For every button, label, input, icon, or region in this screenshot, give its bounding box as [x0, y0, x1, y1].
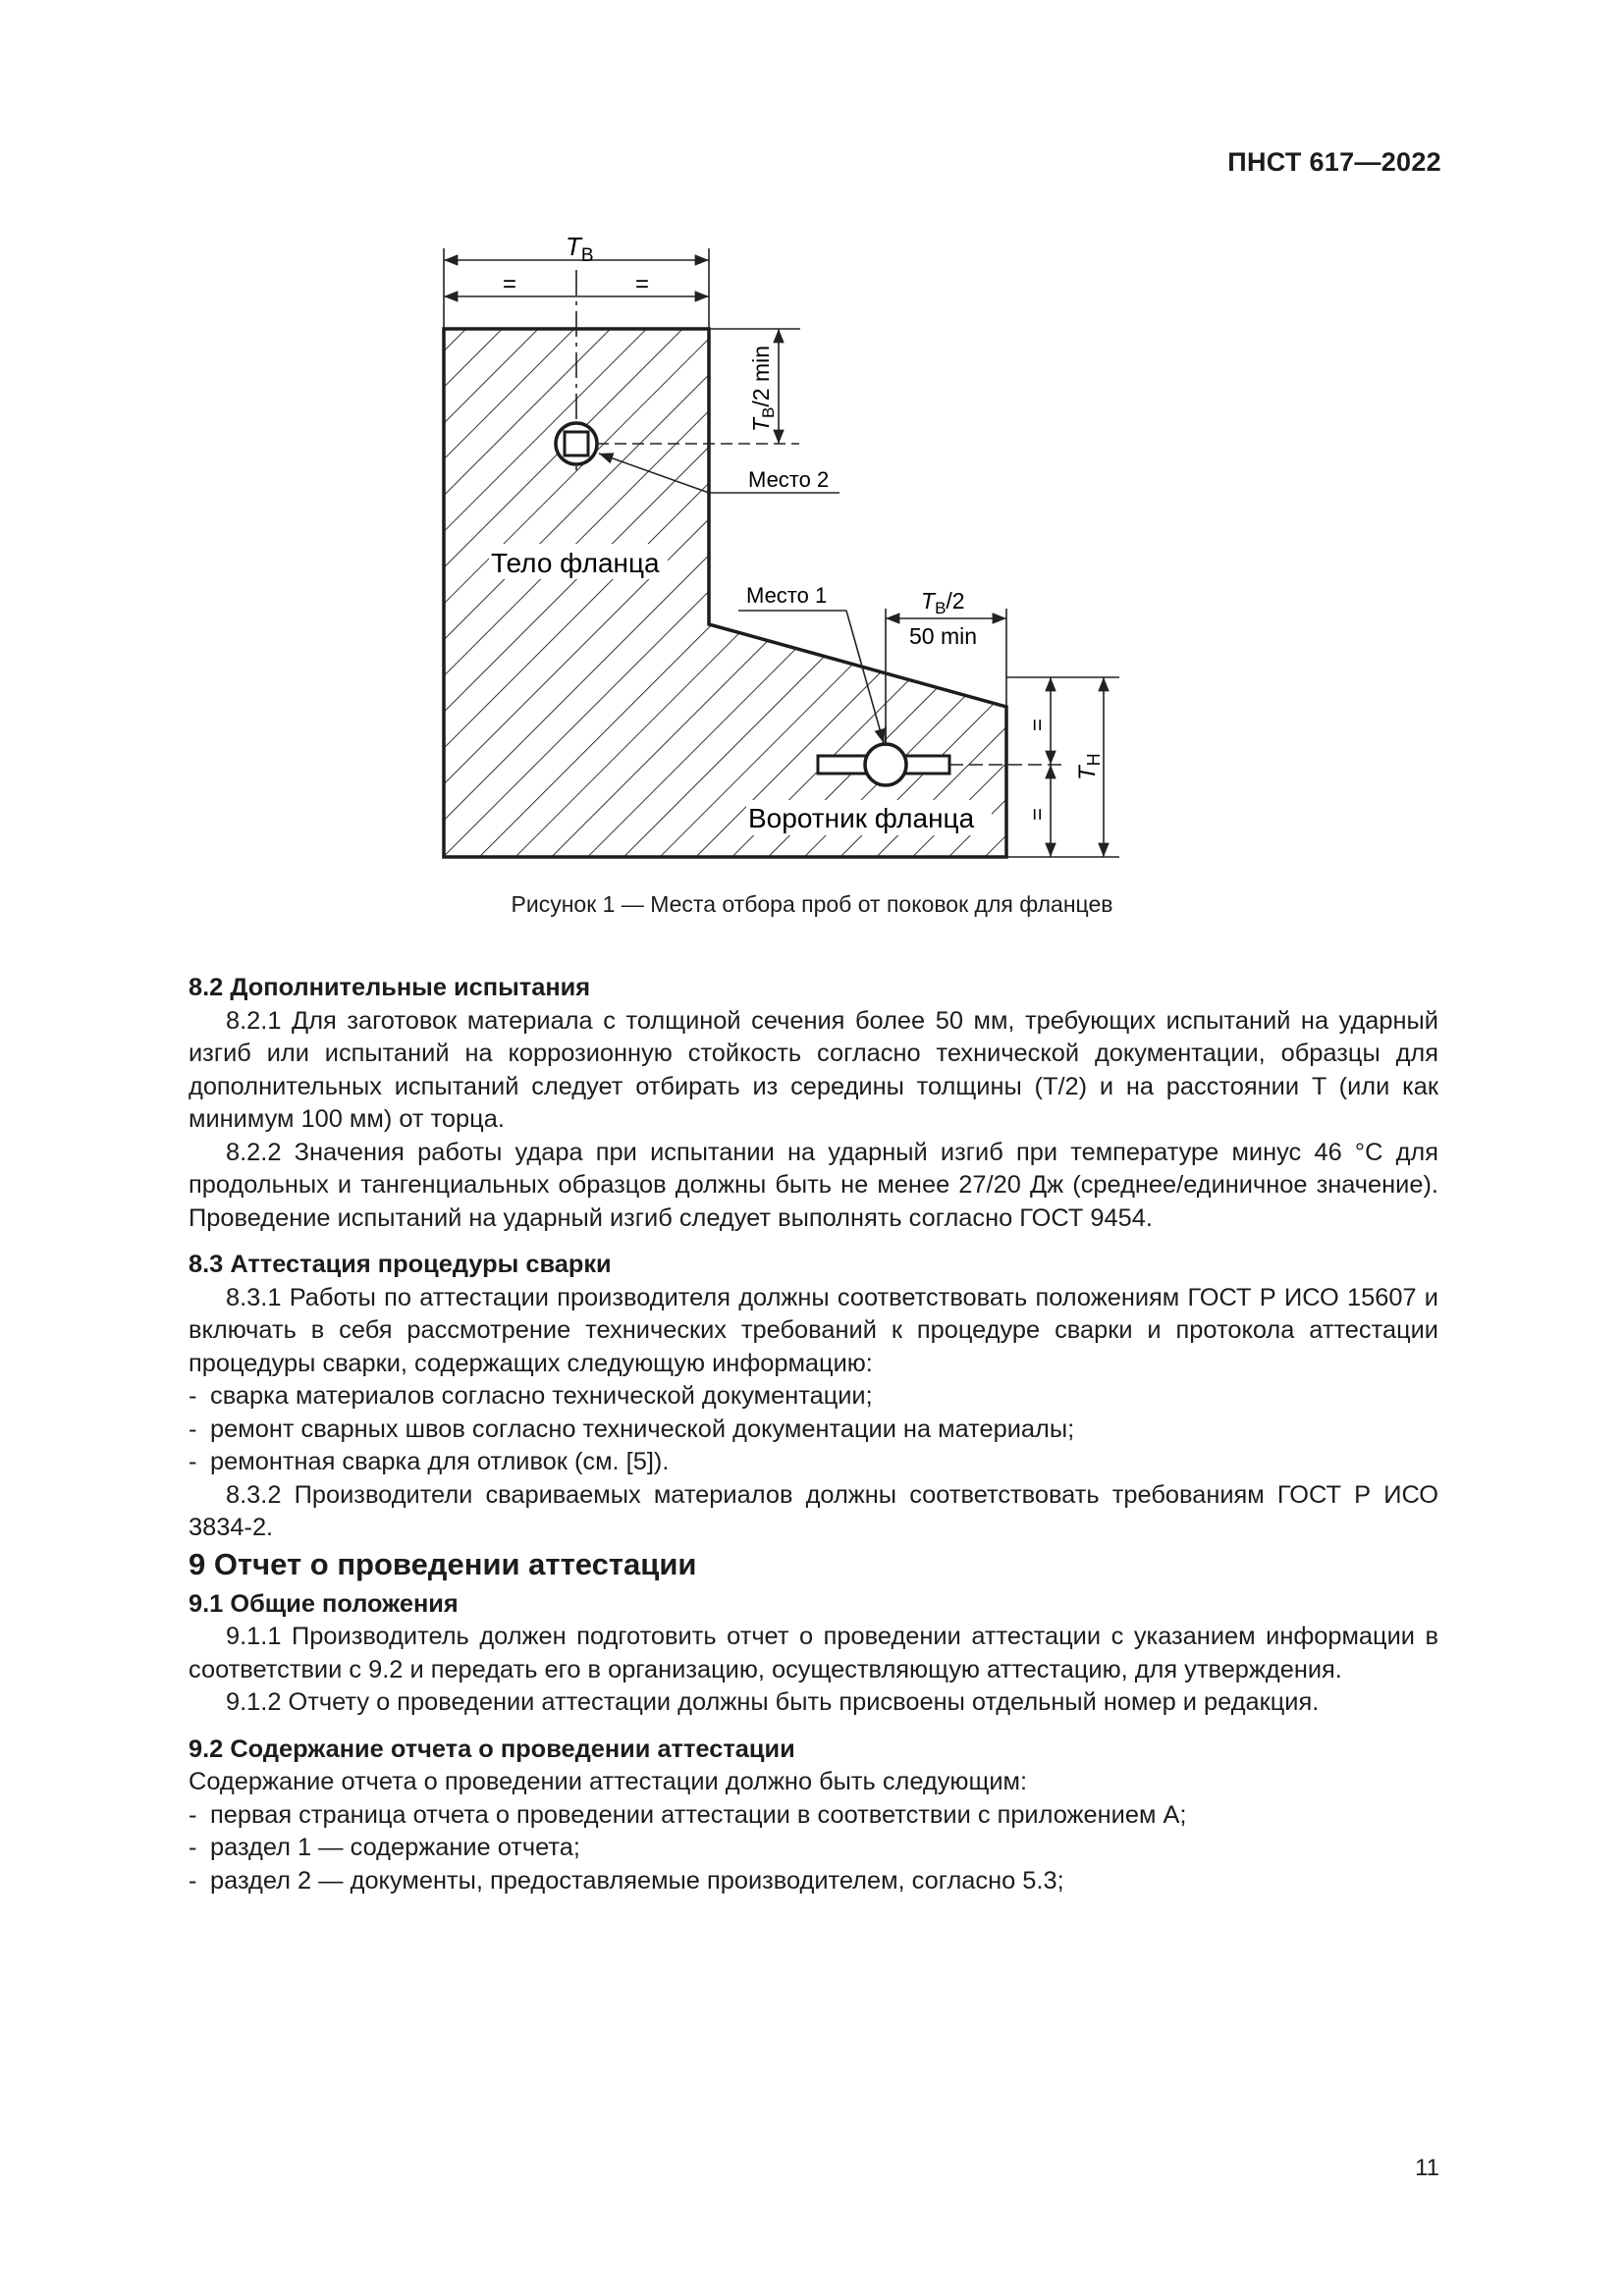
- document-code: ПНСТ 617—2022: [1227, 147, 1441, 177]
- list-item: - первая страница отчета о проведении аттестации в соответствии с приложением А;: [189, 1800, 1187, 1829]
- section-8-2-heading: 8.2 Дополнительные испытания: [189, 974, 591, 1001]
- list-item: - сварка материалов согласно технической документации;: [189, 1382, 873, 1410]
- flange-body-label: Тело фланца: [491, 548, 660, 578]
- tv-label: $T_В$: [566, 232, 594, 266]
- eq-lower-label: =: [1025, 808, 1050, 821]
- list-item: - ремонтная сварка для отливок (см. [5]).: [189, 1448, 670, 1475]
- place2-circle: [556, 423, 597, 464]
- paragraph-9-1-2: 9.1.2 Отчету о проведении аттестации должны быть присвоены отдельный номер и редакция.: [226, 1688, 1320, 1716]
- paragraph-9-2-intro: Содержание отчета о проведении аттестации должно быть следующим:: [189, 1768, 1028, 1795]
- flange-sampling-figure: [0, 0, 1624, 962]
- place1-circle: [865, 744, 906, 785]
- paragraph-8-2-1: 8.2.1 Для заготовок материала с толщиной сечения более 50 мм, требующих испытаний на ударный изгиб или испытаний на коррозионную стойкость согласно технической документации, образцы для дополнительных испытаний следует отбирать из середины толщины (T/2) и на расстоянии T (или как минимум 100 мм) от торца.: [189, 1006, 1438, 1133]
- eq-label-right: =: [635, 271, 650, 297]
- section-8-3-heading: 8.3 Аттестация процедуры сварки: [189, 1251, 612, 1278]
- tv-half-label: $T_В/2$: [921, 588, 965, 617]
- min50-label: 50 min: [909, 623, 978, 649]
- figure-caption: Рисунок 1 — Места отбора проб от поковок для фланцев: [511, 891, 1113, 917]
- document-body: [189, 972, 1438, 1897]
- section-9-2-heading: 9.2 Содержание отчета о проведении аттестации: [189, 1735, 795, 1763]
- paragraph-8-3-2: 8.3.2 Производители свариваемых материалов должны соответствовать требованиям ГОСТ Р ИСО 3834-2.: [189, 1480, 1438, 1541]
- paragraph-9-1-1: 9.1.1 Производитель должен подготовить отчет о проведении аттестации с указанием информации в соответствии с 9.2 и передать его в организацию, осуществляющую аттестацию, для утверждения.: [189, 1623, 1438, 1683]
- section-9-1-heading: 9.1 Общие положения: [189, 1589, 459, 1618]
- list-item: - ремонт сварных швов согласно технической документации на материалы;: [189, 1415, 1075, 1443]
- paragraph-8-3-1: 8.3.1 Работы по аттестации производителя должны соответствовать положениям ГОСТ Р ИСО 15607 и включать в себя рассмотрение технических требований к процедуре сварки и протокола аттестации процедуры сварки, содержащих следующую информацию:: [189, 1283, 1438, 1377]
- place1-label: Место 1: [746, 583, 828, 608]
- page-number: 11: [1415, 2155, 1439, 2181]
- paragraph-8-2-2: 8.2.2 Значения работы удара при испытании на ударный изгиб при температуре минус 46 °С для продольных и тангенциальных образцов должны быть не менее 27/20 Дж (среднее/единичное значение). Проведение испытаний на ударный изгиб следует выполнять согласно ГОСТ 9454.: [189, 1138, 1438, 1232]
- tv2-min-label: $T_В/2$ min: [748, 345, 778, 432]
- eq-upper-label: =: [1025, 719, 1050, 731]
- eq-label-left: =: [503, 271, 517, 297]
- section-9-heading: 9 Отчет о проведении аттестации: [189, 1546, 697, 1581]
- th-label: $T_H$: [1074, 753, 1104, 780]
- place2-label: Место 2: [748, 467, 830, 492]
- flange-collar-label: Воротник фланца: [748, 803, 975, 833]
- list-item: - раздел 1 — содержание отчета;: [189, 1834, 580, 1861]
- list-item: - раздел 2 — документы, предоставляемые производителем, согласно 5.3;: [189, 1866, 1064, 1895]
